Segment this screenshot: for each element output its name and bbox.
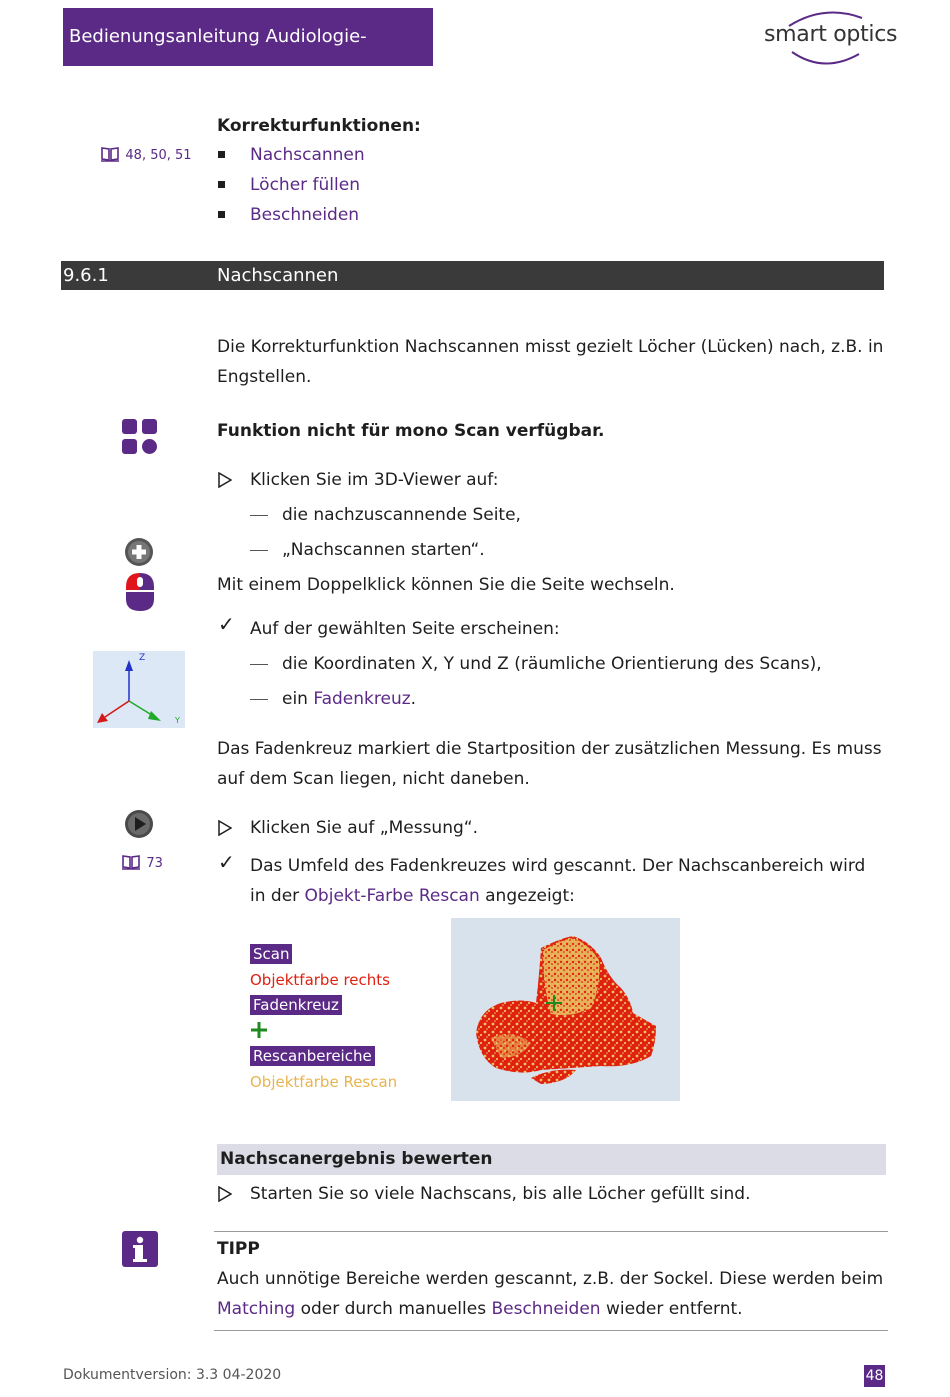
document-version: Dokumentversion: 3.3 04-2020 — [63, 1367, 282, 1383]
play-measure-icon — [124, 809, 154, 839]
mouse-doubleclick-icon — [124, 571, 156, 613]
result1-sub-1: die Koordinaten X, Y und Z (räumliche Orientierung des Scans), — [282, 654, 822, 674]
step-triangle-icon — [218, 472, 232, 488]
legend-objektfarbe-rechts: Objektfarbe rechts — [250, 971, 390, 989]
correction-link-nachscannen[interactable]: Nachscannen — [250, 145, 365, 165]
dash-bullet — [250, 699, 268, 700]
step1-text: Klicken Sie im 3D-Viewer auf: — [250, 470, 499, 490]
result1-sub-2: ein Fadenkreuz. — [282, 689, 417, 709]
legend-scan: Scan — [250, 944, 292, 964]
tip-top-rule — [214, 1231, 888, 1232]
step1-sub-2: „Nachscannen starten“. — [282, 540, 485, 560]
correction-link-beschneiden[interactable]: Beschneiden — [250, 205, 360, 225]
crosshair-plus-icon — [251, 1022, 267, 1038]
info-icon — [122, 1231, 158, 1267]
bullet-square — [218, 211, 225, 218]
objekt-farbe-rescan-link[interactable]: Objekt-Farbe Rescan — [304, 886, 480, 906]
mono-scan-icon — [121, 418, 159, 456]
bullet-square — [218, 151, 225, 158]
dash-bullet — [250, 550, 268, 551]
beschneiden-link[interactable]: Beschneiden — [491, 1299, 601, 1319]
tip-line-2: Matching oder durch manuelles Beschneiden wieder entfernt. — [217, 1299, 743, 1319]
result2-line-1: Das Umfeld des Fadenkreuzes wird gescannt. Der Nachscanbereich wird — [250, 856, 866, 876]
xyz-axes-icon — [93, 651, 185, 728]
result1-text: Auf der gewählten Seite erscheinen: — [250, 619, 560, 639]
axis-y-label: Y — [175, 716, 180, 725]
company-logo — [764, 8, 898, 66]
intro-line-2: Engstellen. — [217, 367, 312, 387]
step-triangle-icon — [218, 1186, 232, 1202]
checkmark-icon: ✓ — [218, 850, 235, 874]
evaluate-heading: Nachscanergebnis bewerten — [220, 1149, 493, 1169]
crosshair-para-line-1: Das Fadenkreuz markiert die Startposition der zusätzlichen Messung. Es muss — [217, 739, 882, 759]
tip-bottom-rule — [214, 1330, 888, 1331]
book-icon — [100, 146, 120, 162]
rescan-preview-image — [451, 918, 680, 1101]
doubleclick-note: Mit einem Doppelklick können Sie die Seite wechseln. — [217, 575, 675, 595]
plus-circle-icon — [124, 537, 154, 567]
crosshair-para-line-2: auf dem Scan liegen, nicht daneben. — [217, 769, 530, 789]
intro-line-1: Die Korrekturfunktion Nachscannen misst gezielt Löcher (Lücken) nach, z.B. in — [217, 337, 884, 357]
step-triangle-icon — [218, 820, 232, 836]
mono-note: Funktion nicht für mono Scan verfügbar. — [217, 421, 605, 441]
tip-line-1: Auch unnötige Bereiche werden gescannt, z.B. der Sockel. Diese werden beim — [217, 1269, 884, 1289]
matching-link[interactable]: Matching — [217, 1299, 296, 1319]
book-icon — [121, 854, 141, 870]
evaluate-heading-bar — [217, 1144, 886, 1175]
bullet-square — [218, 181, 225, 188]
page-reference-number: 73 — [146, 856, 163, 871]
step1-sub-1: die nachzuscannende Seite, — [282, 505, 521, 525]
page-reference-mid[interactable] — [121, 852, 163, 872]
tip-heading: TIPP — [217, 1239, 260, 1259]
legend-objektfarbe-rescan: Objektfarbe Rescan — [250, 1073, 398, 1091]
section-title: Nachscannen — [217, 265, 339, 286]
checkmark-icon: ✓ — [218, 612, 235, 636]
coordinate-axes-image — [93, 651, 185, 728]
result2-line-2: in der Objekt-Farbe Rescan angezeigt: — [250, 886, 575, 906]
logo-text: smart optics — [764, 22, 898, 47]
correction-heading: Korrekturfunktionen: — [217, 116, 421, 136]
axis-z-label: Z — [139, 653, 146, 663]
evaluate-step: Starten Sie so viele Nachscans, bis alle Löcher gefüllt sind. — [250, 1184, 751, 1204]
step2-text: Klicken Sie auf „Messung“. — [250, 818, 478, 838]
correction-link-loecher-fuellen[interactable]: Löcher füllen — [250, 175, 360, 195]
fadenkreuz-link[interactable]: Fadenkreuz — [313, 689, 411, 709]
section-heading-bar — [61, 261, 884, 290]
scan-model-illustration — [451, 918, 680, 1101]
header-title-bar — [63, 8, 433, 105]
legend-rescanbereiche: Rescanbereiche — [250, 1046, 375, 1066]
page-reference-top[interactable] — [100, 144, 192, 164]
section-number: 9.6.1 — [63, 265, 109, 286]
dash-bullet — [250, 515, 268, 516]
page-reference-numbers: 48, 50, 51 — [125, 148, 192, 163]
page-number: 48 — [864, 1365, 885, 1387]
legend-fadenkreuz: Fadenkreuz — [250, 995, 342, 1015]
header-title: Bedienungsanleitung Audiologie-Scanner — [69, 26, 367, 105]
dash-bullet — [250, 664, 268, 665]
